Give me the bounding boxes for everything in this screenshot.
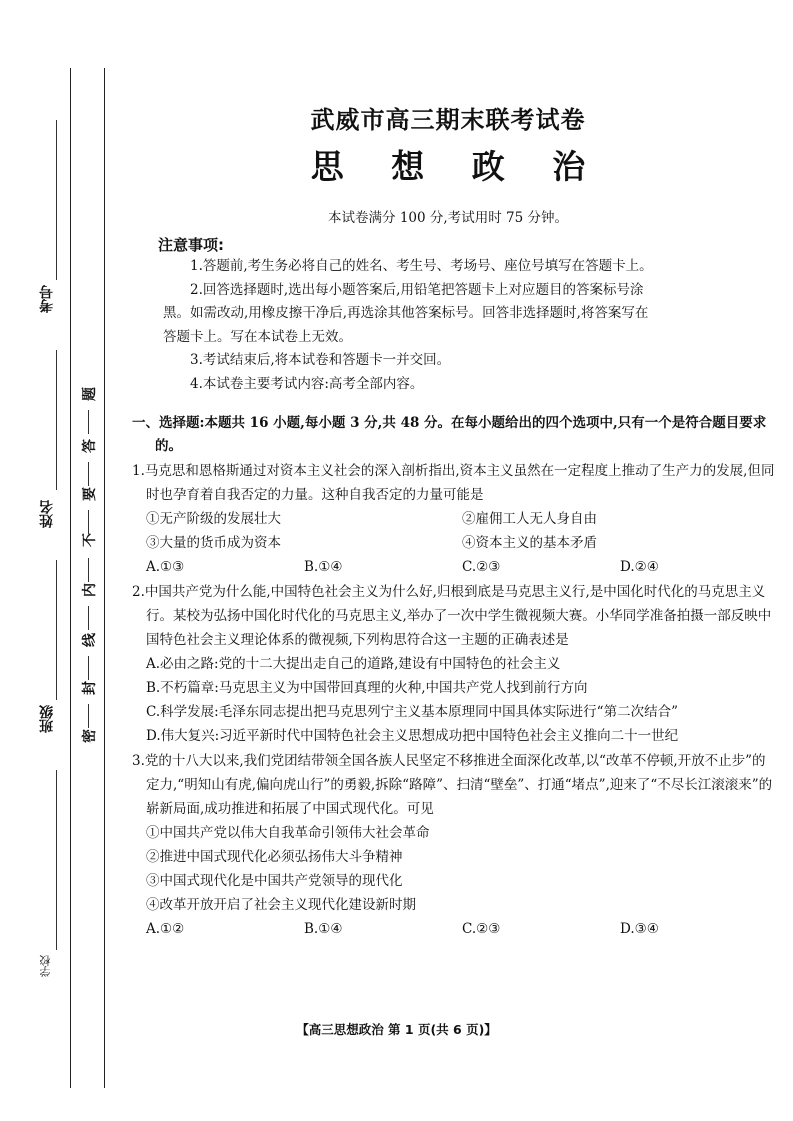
seal-separator: [88, 656, 89, 680]
choice-c: C.②③: [462, 921, 501, 937]
seal-separator: [88, 462, 89, 486]
notice-item: 4.本试卷主要考试内容:高考全部内容。: [190, 375, 424, 392]
choice-b: B.①④: [304, 559, 343, 575]
seal-separator: [88, 606, 89, 630]
question-2: [118, 580, 778, 748]
answer-choices: [146, 555, 778, 579]
question-stem: 2.中国共产党为什么能,中国特色社会主义为什么好,归根到底是马克思主义行,是中国化时代化的马克思主义行。某校为弘扬中国化时代化的马克思主义,举办了一次中学生微视频大赛。小华同学准备拍摄一部反映中国特色社会主义理论体系的微视频,下列构思符合这一主题的正确表述是: [132, 584, 772, 648]
exam-no-blank: [56, 120, 57, 280]
seal-char: 封: [82, 681, 98, 695]
name-blank: [56, 350, 57, 490]
choice-c: C.科学发展:毛泽东同志提出把马克思列宁主义基本原理同中国具体实际进行“第二次结合”: [146, 704, 678, 720]
name-label: 姓名: [39, 500, 55, 528]
notice-heading: 注意事项:: [158, 236, 224, 254]
notice-item-cont: 答题卡上。写在本试卷上无效。: [163, 328, 352, 345]
statement-row: [146, 531, 778, 555]
seal-char: 题: [82, 387, 98, 401]
statement: ④改革开放开启了社会主义现代化建设新时期: [146, 897, 416, 913]
subject-title: 思 想 政 治: [310, 147, 604, 186]
notice-item: 3.考试结束后,将本试卷和答题卡一并交回。: [190, 352, 451, 368]
question-1: [118, 459, 778, 579]
page-footer: 【高三思想政治 第 1 页(共 6 页)】: [296, 1022, 497, 1037]
seal-char: 密: [82, 729, 98, 743]
choice-c: C.②③: [462, 559, 501, 575]
exam-content: [118, 100, 778, 941]
seal-char: 要: [82, 487, 98, 501]
statement: ②雇佣工人无人身自由: [462, 511, 597, 527]
notice-item: 2.回答选择题时,选出每小题答案后,用铅笔把答题卡上对应题目的答案标号涂: [190, 281, 644, 298]
exam-no-label: 考号: [39, 285, 55, 313]
seal-separator: [88, 558, 89, 582]
choice-a: A.①③: [146, 559, 185, 575]
score-info: 本试卷满分 100 分,考试用时 75 分钟。: [328, 210, 568, 226]
statement: ④资本主义的基本矛盾: [462, 535, 597, 551]
choice-d: D.伟大复兴:习近平新时代中国特色社会主义思想成功把中国特色社会主义推向二十一世纪: [146, 728, 679, 744]
question-stem: 1.马克思和恩格斯通过对资本主义社会的深入剖析指出,资本主义虽然在一定程度上推动了生产力的发展,但同时也孕育着自我否定的力量。这种自我否定的力量可能是: [132, 463, 775, 503]
seal-separator: [88, 704, 89, 728]
seal-separator: [88, 410, 89, 434]
choice-a: A.必由之路:党的十二大提出走自己的道路,建设有中国特色的社会主义: [146, 656, 561, 672]
question-stem: 3.党的十八大以来,我们党团结带领全国各族人民坚定不移推进全面深化改革,以“改革不停顿,开放不止步”的定力,“明知山有虎,偏向虎山行”的勇毅,拆除“路障”、扫清“壁垒”、打通“堵点”,迎来了“不尽长江滚滚来”的崭新局面,成功推进和拓展了中国式现代化。可见: [132, 753, 773, 817]
statement: ①无产阶级的发展壮大: [146, 511, 281, 527]
seal-char: 不: [82, 533, 98, 547]
section-heading: 一、选择题:本题共 16 小题,每小题 3 分,共 48 分。在每小题给出的四个选项中,只有一个是符合题目要求的。: [132, 415, 767, 454]
seal-char: 线: [82, 633, 98, 647]
choice-d: D.②④: [620, 559, 659, 575]
choice-a: A.①②: [146, 921, 185, 937]
exam-title: 武威市高三期末联考试卷: [310, 106, 586, 134]
choice-b: B.不朽篇章:马克思主义为中国带回真理的火种,中国共产党人找到前行方向: [146, 680, 588, 696]
margin-line-right: [104, 68, 105, 1088]
seal-char: 内: [82, 583, 98, 597]
choice-b: B.①④: [304, 921, 343, 937]
choice-d: D.③④: [620, 921, 659, 937]
statement: ③大量的货币成为资本: [146, 535, 281, 551]
school-blank: [56, 770, 57, 950]
answer-choices: [146, 917, 778, 941]
seal-char: 答: [82, 439, 98, 453]
margin-line-left: [70, 68, 71, 1088]
statement: ③中国式现代化是中国共产党领导的现代化: [146, 873, 403, 889]
statement-row: [146, 507, 778, 531]
school-label: 学校: [39, 955, 52, 977]
class-label: 班级: [39, 705, 55, 733]
statement: ②推进中国式现代化必须弘扬伟大斗争精神: [146, 849, 403, 865]
notice-block: [118, 234, 778, 396]
class-blank: [56, 560, 57, 700]
notice-item: 1.答题前,考生务必将自己的姓名、考生号、考场号、座位号填写在答题卡上。: [190, 258, 653, 274]
statement: ①中国共产党以伟大自我革命引领伟大社会革命: [146, 825, 430, 841]
notice-item-cont: 黑。如需改动,用橡皮擦干净后,再选涂其他答案标号。回答非选择题时,将答案写在: [163, 305, 649, 321]
question-3: [118, 749, 778, 941]
